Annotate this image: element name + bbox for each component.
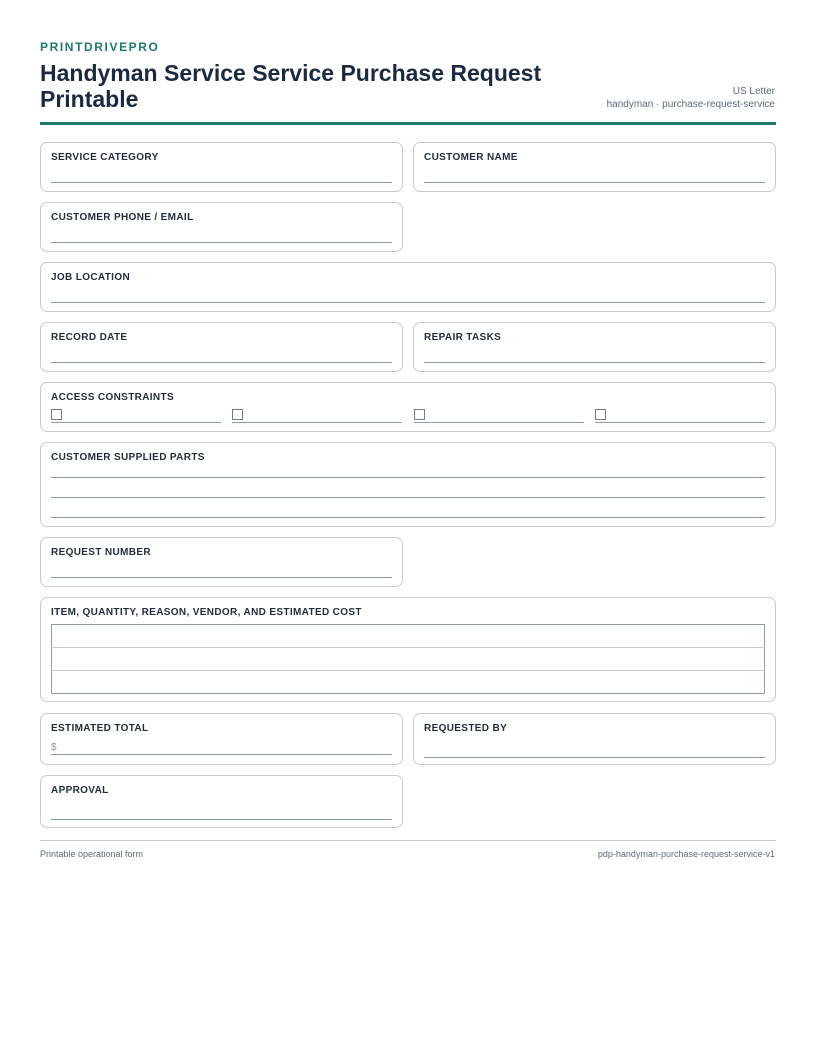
table-cell[interactable] [52, 671, 765, 694]
brand-name: PRINTDRIVEPRO [40, 40, 160, 54]
approval-field [40, 775, 403, 828]
table-row [52, 648, 765, 671]
customer-supplied-parts-label: CUSTOMER SUPPLIED PARTS [51, 452, 205, 463]
access-constraints-label: ACCESS CONSTRAINTS [51, 392, 174, 403]
customer-contact-field [40, 202, 403, 252]
estimated-total-field [40, 713, 403, 765]
repair-tasks-input-line[interactable] [424, 362, 765, 363]
page-title: Handyman Service Service Purchase Request Printable [40, 60, 542, 112]
record-date-label: RECORD DATE [51, 332, 128, 343]
service-category-label: SERVICE CATEGORY [51, 152, 159, 163]
access-checkbox[interactable] [595, 409, 606, 420]
request-number-input-line[interactable] [51, 577, 392, 578]
customer-contact-label: CUSTOMER PHONE / EMAIL [51, 212, 194, 223]
parts-input-line[interactable] [51, 497, 765, 498]
parts-input-line[interactable] [51, 517, 765, 518]
customer-name-label: CUSTOMER NAME [424, 152, 518, 163]
repair-tasks-field [413, 322, 776, 372]
requested-by-field [413, 713, 776, 765]
job-location-input-line[interactable] [51, 302, 765, 303]
request-number-label: REQUEST NUMBER [51, 547, 151, 558]
record-date-field [40, 322, 403, 372]
items-table-label: ITEM, QUANTITY, REASON, VENDOR, AND ESTIMATED COST [51, 607, 362, 618]
approval-label: APPROVAL [51, 785, 109, 796]
customer-contact-input-line[interactable] [51, 242, 392, 243]
access-checkbox[interactable] [232, 409, 243, 420]
footer-note: Printable operational form [40, 849, 144, 859]
estimated-total-label: ESTIMATED TOTAL [51, 723, 149, 734]
paper-size: US Letter [732, 86, 775, 97]
requested-by-input-line[interactable] [424, 757, 765, 758]
customer-name-input-line[interactable] [424, 182, 765, 183]
service-category-input-line[interactable] [51, 182, 392, 183]
estimated-total-input-line[interactable] [51, 754, 392, 755]
form-id: pdp-handyman-purchase-request-service-v1 [597, 849, 775, 859]
access-option-line[interactable] [232, 422, 402, 423]
table-row [52, 671, 765, 694]
customer-name-field [413, 142, 776, 192]
access-checkbox[interactable] [51, 409, 62, 420]
footer-rule [40, 840, 776, 841]
parts-input-line[interactable] [51, 477, 765, 478]
customer-supplied-parts-field [40, 442, 776, 527]
access-option-line[interactable] [414, 422, 584, 423]
table-cell[interactable] [52, 648, 765, 671]
approval-input-line[interactable] [51, 819, 392, 820]
header-meta [607, 85, 775, 111]
service-category-field [40, 142, 403, 192]
items-table [51, 624, 765, 694]
job-location-label: JOB LOCATION [51, 272, 131, 283]
form-slug: handyman · purchase-request-service [606, 99, 775, 110]
items-table-field [40, 597, 776, 702]
access-option-line[interactable] [595, 422, 765, 423]
repair-tasks-label: REPAIR TASKS [424, 332, 502, 343]
record-date-input-line[interactable] [51, 362, 392, 363]
access-option-line[interactable] [51, 422, 221, 423]
table-cell[interactable] [52, 625, 765, 648]
table-row [52, 625, 765, 648]
currency-prefix: $ [51, 742, 57, 753]
requested-by-label: REQUESTED BY [424, 723, 508, 734]
access-checkbox[interactable] [414, 409, 425, 420]
job-location-field [40, 262, 776, 312]
access-constraints-field [40, 382, 776, 432]
header-rule [40, 122, 776, 125]
request-number-field [40, 537, 403, 587]
